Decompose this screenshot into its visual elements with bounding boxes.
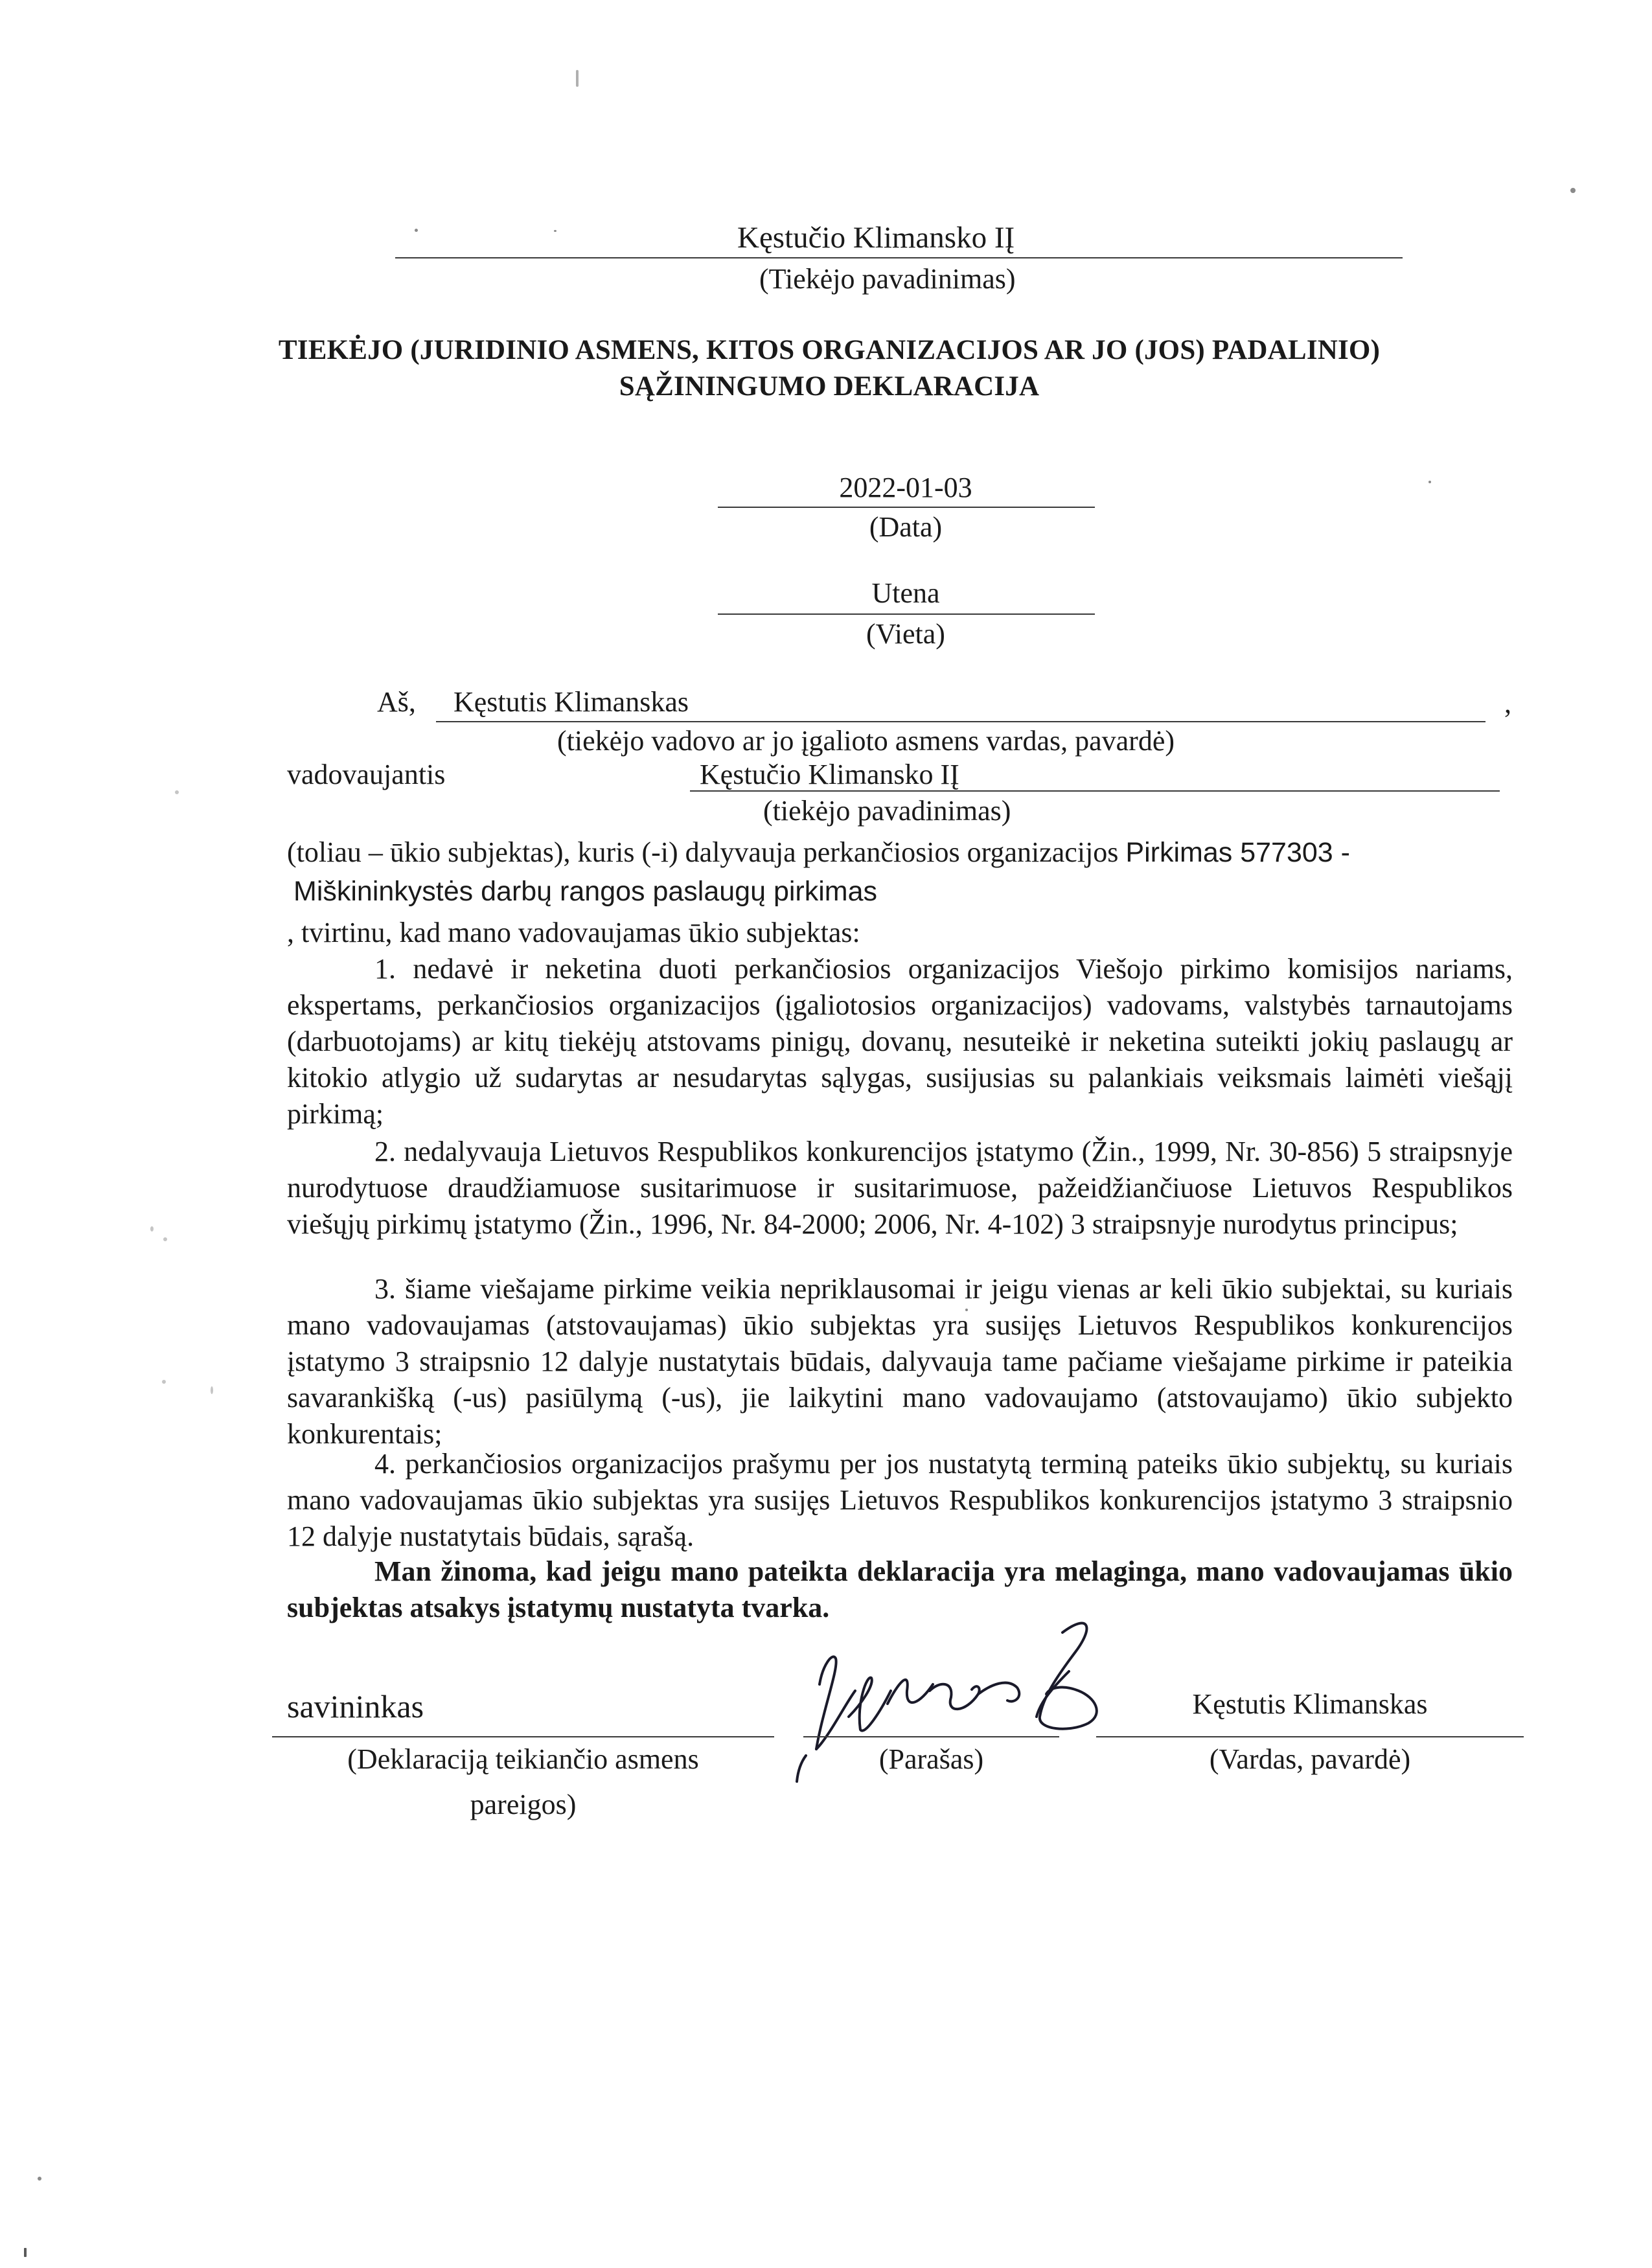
intro-continuation: , tvirtinu, kad mano vadovaujamas ūkio subjektas: xyxy=(287,917,860,948)
scan-speck xyxy=(415,229,418,232)
procurement-name-line1: Pirkimas 577303 - xyxy=(1125,837,1350,868)
scan-speck xyxy=(554,230,556,232)
supplier-name-underline xyxy=(395,257,1403,258)
supplier-name-caption: (Tiekėjo pavadinimas) xyxy=(759,263,1016,295)
place-underline xyxy=(718,613,1095,615)
managing-label: vadovaujantis xyxy=(287,759,446,790)
intro-text: (toliau – ūkio subjektas), kuris (-i) dalyvauja perkančiosios organizacijos xyxy=(287,836,1119,868)
managing-caption: (tiekėjo pavadinimas) xyxy=(763,795,1011,827)
scan-speck xyxy=(163,1237,167,1241)
scan-speck xyxy=(1570,188,1576,193)
scan-speck xyxy=(1428,481,1431,483)
scan-speck xyxy=(150,1226,154,1231)
position-underline xyxy=(272,1736,774,1737)
declarant-name: Kęstutis Klimanskas xyxy=(453,686,689,718)
procurement-name-line2: Miškininkystės darbų rangos paslaugų pirkimas xyxy=(293,876,878,907)
item-3: 3. šiame viešajame pirkime veikia nepriklausomai ir jeigu vienas ar keli ūkio subjektai, su kuriais mano vadovaujamas (atstovaujamas) ūkio subjektas yra susijęs Lietuvos Respublikos konkurencijos įstatymo 3 straipsnio 12 dalyje nustatytais būdais, dalyvauja tame pačiame viešajame pirkime ir pateikia savarankišką (-us) pasiūlymą (-us), jie laikytini mano vadovaujamo (atstovaujamo) ūkio subjekto konkurentais; xyxy=(287,1273,1513,1450)
scan-speck xyxy=(162,1380,166,1384)
date-underline xyxy=(718,507,1095,508)
date-caption: (Data) xyxy=(869,511,943,543)
scan-speck xyxy=(576,70,579,87)
scan-speck xyxy=(175,790,179,794)
item-2: 2. nedalyvauja Lietuvos Respublikos konkurencijos įstatymo (Žin., 1999, Nr. 30-856) 5 straipsnyje nurodytuose draudžiamuose susitarimuose ir susitarimuose, pažeidžiančiuose Lietuvos Respublikos viešųjų pirkimų įstatymo (Žin., 1996, Nr. 84-2000; 2006, Nr. 4-102) 3 straipsnyje nurodytus principus; xyxy=(287,1136,1513,1240)
item-4: 4. perkančiosios organizacijos prašymu per jos nustatytą terminą pateiks ūkio subjektų, su kuriais mano vadovaujamas ūkio subjektas yra susijęs Lietuvos Respublikos konkurencijos įstatymo 3 straipsnio 12 dalyje nustatytais būdais, sąrašą. xyxy=(287,1448,1513,1552)
managing-underline xyxy=(690,790,1500,792)
document-title-line2: SĄŽININGUMO DEKLARACIJA xyxy=(619,371,1040,402)
item-1: 1. nedavė ir neketina duoti perkančiosios organizacijos Viešojo pirkimo komisijos nariams, ekspertams, perkančiosios organizacijos (įgaliotosios organizacijos) vadovams, valstybės tarnautojams (darbuotojams) ar kitų tiekėjų atstovams pinigų, dovanų, nesuteikė ir neketina suteikti jokių paslaugų ar kitokio atlygio už sudarytas ar nesudarytas sąlygas, susijusias su palankiais veiksmais laimėti viešąjį pirkimą; xyxy=(287,953,1513,1130)
declarant-comma: , xyxy=(1504,687,1511,719)
managing-supplier: Kęstučio Klimansko IĮ xyxy=(700,759,959,790)
name-value: Kęstutis Klimanskas xyxy=(1192,1688,1428,1720)
name-caption: (Vardas, pavardė) xyxy=(1209,1743,1411,1775)
position-caption-line1: (Deklaraciją teikiančio asmens xyxy=(347,1743,699,1775)
position-value: savininkas xyxy=(287,1688,424,1724)
signature-caption: (Parašas) xyxy=(878,1743,984,1775)
scan-speck xyxy=(211,1386,213,1394)
position-caption-line2: pareigos) xyxy=(470,1789,577,1820)
declarant-underline xyxy=(436,721,1486,722)
supplier-name: Kęstučio Klimansko IĮ xyxy=(737,221,1015,255)
date-value: 2022-01-03 xyxy=(839,472,972,503)
signature-underline xyxy=(803,1736,1059,1737)
scan-speck xyxy=(24,2248,27,2257)
intro-line xyxy=(287,836,1350,869)
declarant-caption: (tiekėjo vadovo ar jo įgalioto asmens vardas, pavardė) xyxy=(557,725,1175,757)
place-value: Utena xyxy=(871,577,940,609)
warning-text: Man žinoma, kad jeigu mano pateikta deklaracija yra melaginga, mano vadovaujamas ūkio subjektas atsakys įstatymų nustatyta tvarka. xyxy=(287,1555,1513,1623)
name-underline xyxy=(1096,1736,1524,1737)
document-title-line1: TIEKĖJO (JURIDINIO ASMENS, KITOS ORGANIZACIJOS AR JO (JOS) PADALINIO) xyxy=(278,335,1381,365)
place-caption: (Vieta) xyxy=(866,618,945,650)
scan-speck xyxy=(38,2177,41,2181)
declarant-prefix: Aš, xyxy=(377,686,416,718)
